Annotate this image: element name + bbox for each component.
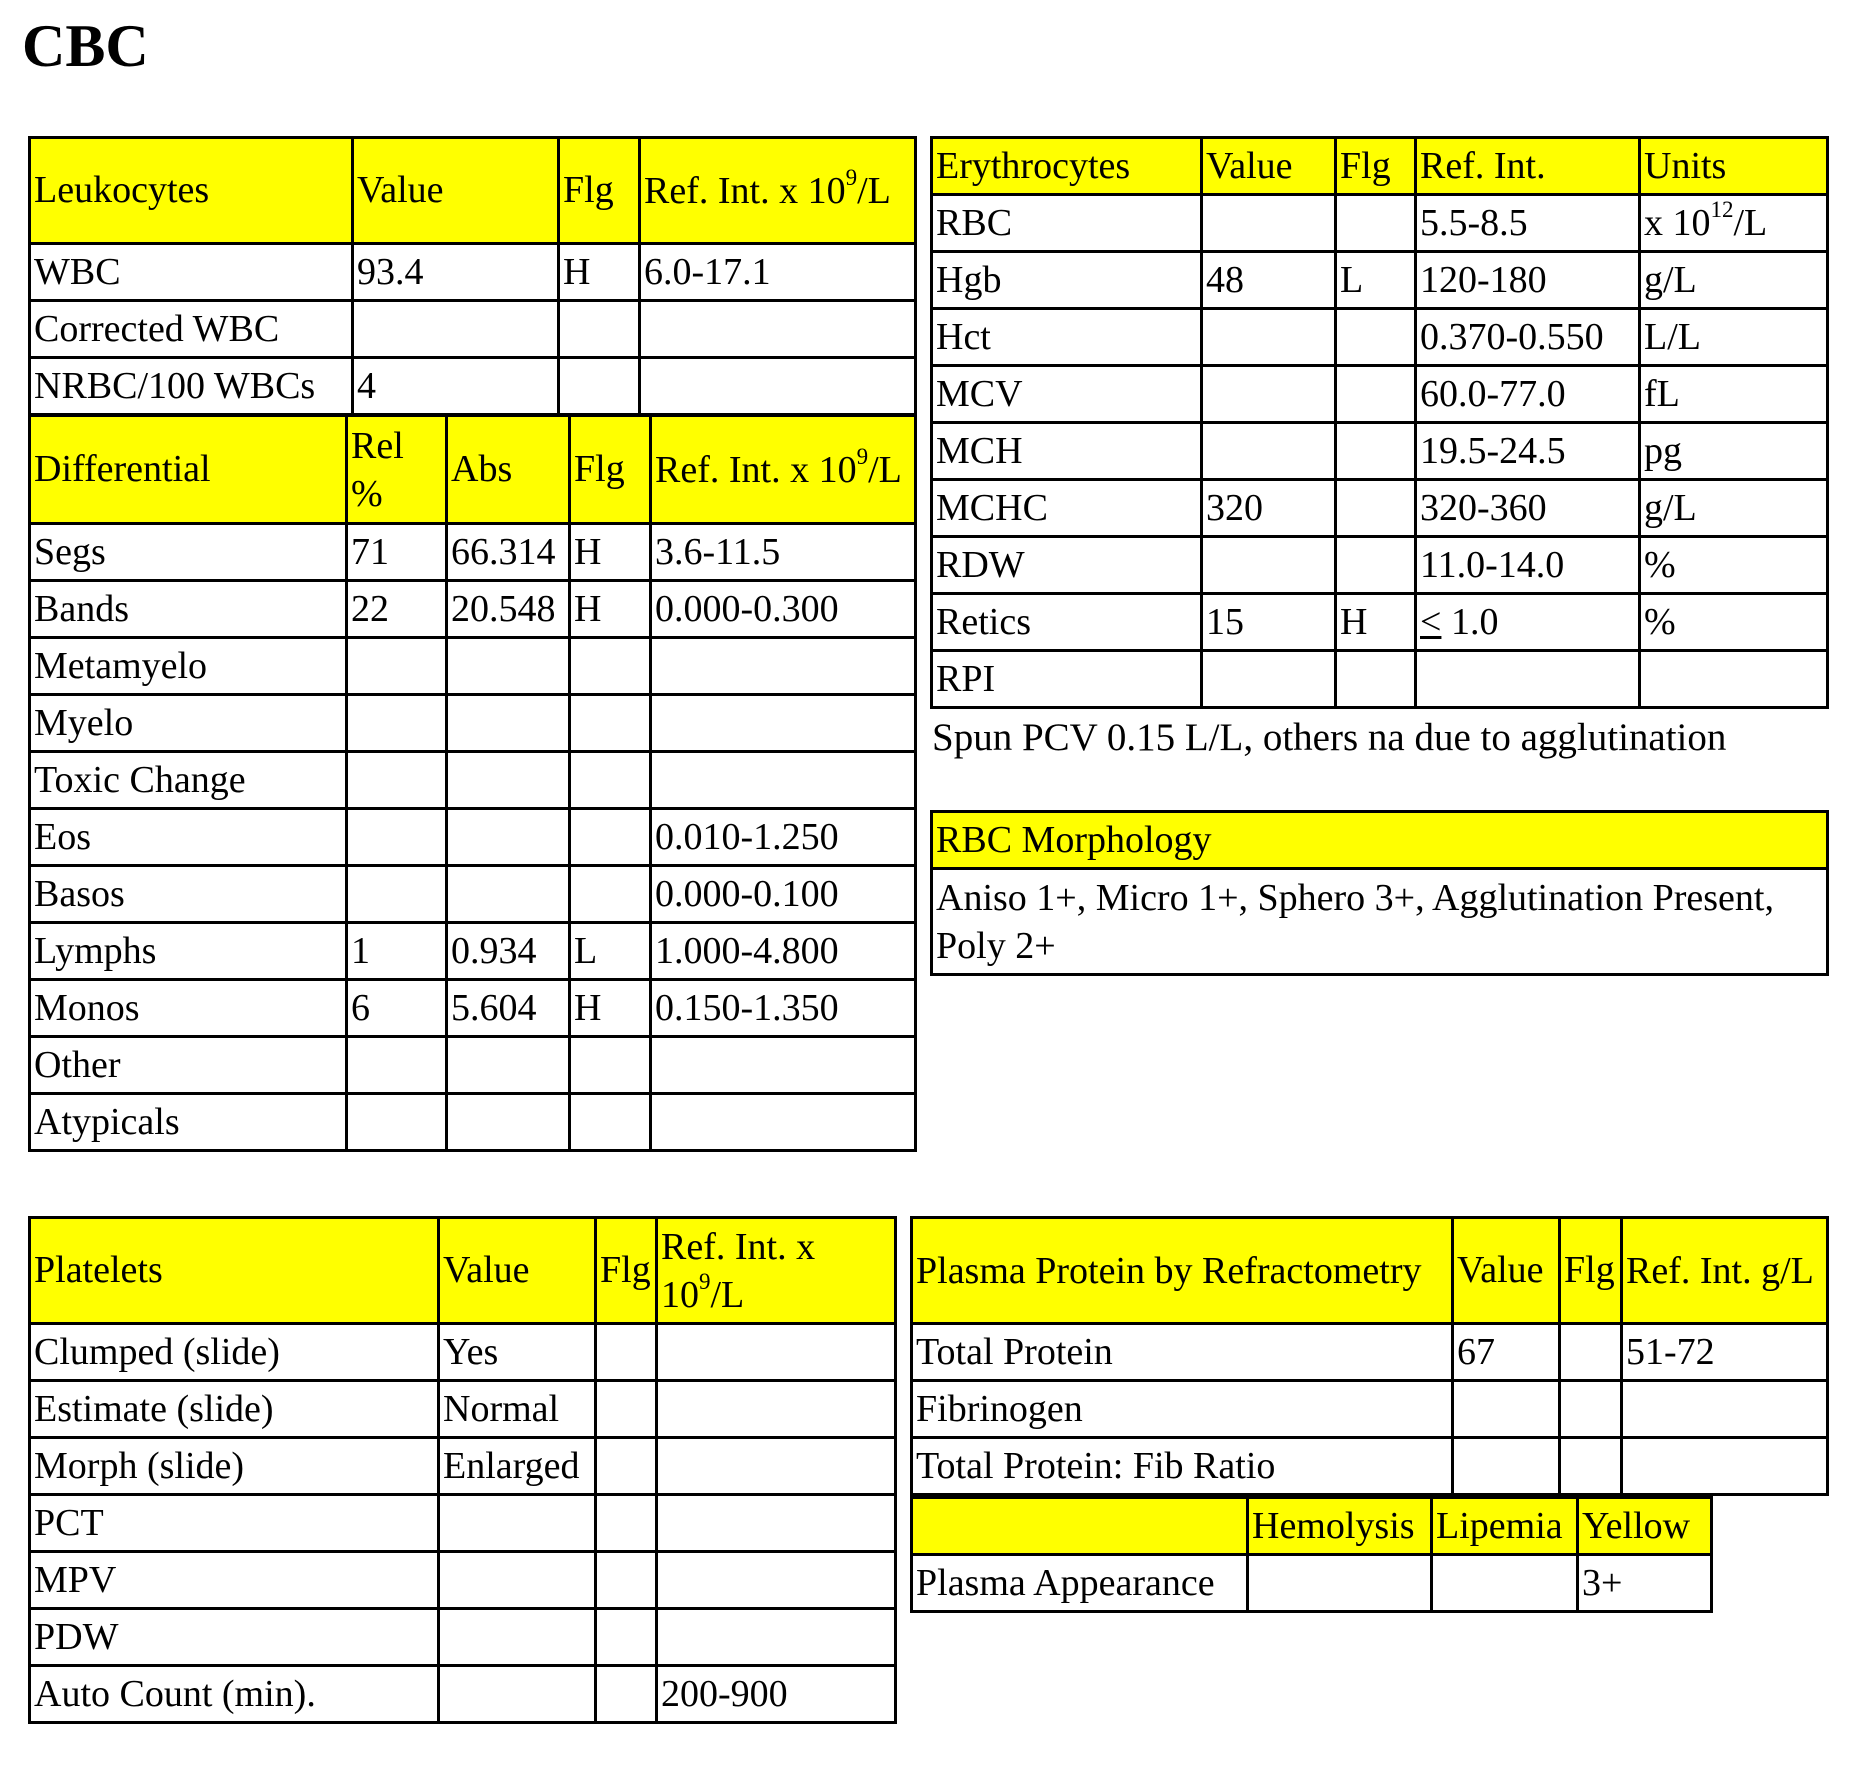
- row-flag: [1560, 1438, 1622, 1495]
- row-value: [1202, 195, 1336, 252]
- row-value: [1202, 537, 1336, 594]
- row-label: Bands: [30, 581, 347, 638]
- row-value: [439, 1666, 596, 1723]
- row-abs: [447, 866, 570, 923]
- row-value: [1453, 1438, 1560, 1495]
- row-value: [1202, 423, 1336, 480]
- row-abs: 20.548: [447, 581, 570, 638]
- table-row: [932, 195, 1828, 252]
- row-flag: [1560, 1381, 1622, 1438]
- row-units: L/L: [1640, 309, 1828, 366]
- erythrocytes-note: Spun PCV 0.15 L/L, others na due to agglutination: [932, 716, 1727, 759]
- row-flag: [596, 1381, 657, 1438]
- row-rel: [347, 866, 447, 923]
- empty-header: [912, 1498, 1248, 1555]
- row-flag: [1336, 423, 1416, 480]
- row-label: Myelo: [30, 695, 347, 752]
- ref-int-header: Ref. Int. x $10^9/L$: [657, 1218, 896, 1324]
- row-flag: [596, 1324, 657, 1381]
- row-label: RPI: [932, 651, 1202, 708]
- table-row: [30, 301, 916, 358]
- row-abs: [447, 1037, 570, 1094]
- row-label: MCHC: [932, 480, 1202, 537]
- table-row: [912, 1381, 1828, 1438]
- row-value: [353, 301, 559, 358]
- row-flag: [1336, 480, 1416, 537]
- row-value: 4: [353, 358, 559, 415]
- row-label: MCV: [932, 366, 1202, 423]
- row-flag: [596, 1438, 657, 1495]
- table-row: [932, 480, 1828, 537]
- row-label: Toxic Change: [30, 752, 347, 809]
- row-value: [439, 1552, 596, 1609]
- row-rel: 22: [347, 581, 447, 638]
- plasma-appearance-header-row: [912, 1498, 1712, 1555]
- row-ref: 1.000-4.800: [651, 923, 916, 980]
- row-units: %: [1640, 537, 1828, 594]
- row-value: Enlarged: [439, 1438, 596, 1495]
- row-label: Atypicals: [30, 1094, 347, 1151]
- row-label: WBC: [30, 244, 353, 301]
- row-label: Auto Count (min).: [30, 1666, 439, 1723]
- table-row: [30, 1381, 896, 1438]
- abs-header: Abs: [447, 416, 570, 524]
- row-units: pg: [1640, 423, 1828, 480]
- row-label: NRBC/100 WBCs: [30, 358, 353, 415]
- yellow-value: 3+: [1578, 1555, 1712, 1612]
- row-flag: H: [1336, 594, 1416, 651]
- row-value: 93.4: [353, 244, 559, 301]
- table-row: [30, 1324, 896, 1381]
- row-ref: 5.5-8.5: [1416, 195, 1640, 252]
- row-ref: [651, 695, 916, 752]
- row-units: fL: [1640, 366, 1828, 423]
- row-abs: 0.934: [447, 923, 570, 980]
- row-flag: [596, 1552, 657, 1609]
- table-row: [30, 980, 916, 1037]
- table-row: [932, 252, 1828, 309]
- row-ref: [657, 1381, 896, 1438]
- row-label: Basos: [30, 866, 347, 923]
- row-rel: 6: [347, 980, 447, 1037]
- table-row: [30, 1438, 896, 1495]
- row-flag: [1336, 651, 1416, 708]
- table-row: [912, 1324, 1828, 1381]
- yellow-header: Yellow: [1578, 1498, 1712, 1555]
- row-flag: [570, 866, 651, 923]
- erythrocytes-header: Erythrocytes: [932, 138, 1202, 195]
- hemolysis-header: Hemolysis: [1248, 1498, 1432, 1555]
- row-label: RDW: [932, 537, 1202, 594]
- units-header: Units: [1640, 138, 1828, 195]
- row-ref: [657, 1495, 896, 1552]
- row-abs: 66.314: [447, 524, 570, 581]
- table-row: [30, 1552, 896, 1609]
- row-label: Total Protein: Fib Ratio: [912, 1438, 1453, 1495]
- row-flag: [570, 752, 651, 809]
- row-flag: [596, 1609, 657, 1666]
- row-flag: [570, 809, 651, 866]
- row-ref: [1416, 651, 1640, 708]
- table-row: [30, 358, 916, 415]
- row-rel: [347, 752, 447, 809]
- row-abs: [447, 1094, 570, 1151]
- row-ref: 0.150-1.350: [651, 980, 916, 1037]
- row-abs: [447, 695, 570, 752]
- row-value: [1202, 651, 1336, 708]
- erythrocytes-table: [930, 136, 1829, 709]
- row-label: Lymphs: [30, 923, 347, 980]
- row-units: [1640, 651, 1828, 708]
- table-row: [30, 1037, 916, 1094]
- row-label: PCT: [30, 1495, 439, 1552]
- rel-percent-header: Rel %: [347, 416, 447, 524]
- row-flag: [570, 1037, 651, 1094]
- table-row: [30, 1666, 896, 1723]
- row-ref: 11.0-14.0: [1416, 537, 1640, 594]
- plasma-protein-header-row: [912, 1218, 1828, 1324]
- differential-table: [28, 414, 917, 1152]
- row-flag: H: [570, 581, 651, 638]
- lipemia-header: Lipemia: [1432, 1498, 1578, 1555]
- value-header: Value: [1453, 1218, 1560, 1324]
- table-row: [932, 869, 1828, 975]
- row-ref: 200-900: [657, 1666, 896, 1723]
- hemolysis-value: [1248, 1555, 1432, 1612]
- row-label: Other: [30, 1037, 347, 1094]
- row-ref: 60.0-77.0: [1416, 366, 1640, 423]
- row-ref: 0.010-1.250: [651, 809, 916, 866]
- table-row: [30, 524, 916, 581]
- value-header: Value: [1202, 138, 1336, 195]
- row-label: Retics: [932, 594, 1202, 651]
- row-ref: [1622, 1438, 1828, 1495]
- row-flag: L: [1336, 252, 1416, 309]
- differential-header: Differential: [30, 416, 347, 524]
- row-value: 15: [1202, 594, 1336, 651]
- row-flag: [559, 358, 640, 415]
- row-units: g/L: [1640, 480, 1828, 537]
- row-flag: [596, 1495, 657, 1552]
- row-ref: 19.5-24.5: [1416, 423, 1640, 480]
- row-label: Corrected WBC: [30, 301, 353, 358]
- row-flag: [1336, 366, 1416, 423]
- row-flag: [1560, 1324, 1622, 1381]
- row-ref: [651, 1094, 916, 1151]
- row-value: [439, 1609, 596, 1666]
- row-ref: [657, 1438, 896, 1495]
- page-title: CBC: [22, 13, 149, 79]
- table-row: [30, 244, 916, 301]
- row-value: 67: [1453, 1324, 1560, 1381]
- table-row: [912, 1438, 1828, 1495]
- row-label: Monos: [30, 980, 347, 1037]
- ref-int-header: Ref. Int. x $10^9/L$: [651, 416, 916, 524]
- table-row: [30, 581, 916, 638]
- row-flag: [559, 301, 640, 358]
- rbc-morphology-text: Aniso 1+, Micro 1+, Sphero 3+, Agglutination Present, Poly 2+: [932, 869, 1828, 975]
- row-ref: 320-360: [1416, 480, 1640, 537]
- row-ref: [640, 301, 916, 358]
- row-units: x $10^{12}/L$: [1640, 195, 1828, 252]
- lipemia-value: [1432, 1555, 1578, 1612]
- row-ref: [651, 1037, 916, 1094]
- row-label: Fibrinogen: [912, 1381, 1453, 1438]
- row-label: Metamyelo: [30, 638, 347, 695]
- table-row: [932, 309, 1828, 366]
- ref-int-header: Ref. Int.: [1416, 138, 1640, 195]
- row-rel: [347, 638, 447, 695]
- row-rel: [347, 1037, 447, 1094]
- row-flag: [596, 1666, 657, 1723]
- row-label: MPV: [30, 1552, 439, 1609]
- row-label: Clumped (slide): [30, 1324, 439, 1381]
- flag-header: Flg: [1560, 1218, 1622, 1324]
- row-units: g/L: [1640, 252, 1828, 309]
- row-ref: [657, 1609, 896, 1666]
- row-label: Morph (slide): [30, 1438, 439, 1495]
- row-label: Estimate (slide): [30, 1381, 439, 1438]
- row-abs: [447, 809, 570, 866]
- flag-header: Flg: [596, 1218, 657, 1324]
- row-rel: 71: [347, 524, 447, 581]
- platelets-header-row: [30, 1218, 896, 1324]
- row-ref: [657, 1552, 896, 1609]
- row-label: PDW: [30, 1609, 439, 1666]
- row-ref: [1622, 1381, 1828, 1438]
- row-ref: [640, 358, 916, 415]
- table-row: [30, 752, 916, 809]
- row-ref: 120-180: [1416, 252, 1640, 309]
- flag-header: Flg: [1336, 138, 1416, 195]
- row-flag: [570, 695, 651, 752]
- row-value: [1453, 1381, 1560, 1438]
- plasma-appearance-table: [910, 1496, 1713, 1613]
- row-label: Hgb: [932, 252, 1202, 309]
- row-flag: [570, 638, 651, 695]
- row-label: RBC: [932, 195, 1202, 252]
- row-label: Total Protein: [912, 1324, 1453, 1381]
- row-rel: [347, 1094, 447, 1151]
- row-label: Plasma Appearance: [912, 1555, 1248, 1612]
- row-ref: < 1.0: [1416, 594, 1640, 651]
- table-row: [30, 923, 916, 980]
- row-flag: H: [570, 980, 651, 1037]
- leukocytes-table: [28, 136, 917, 416]
- plasma-protein-table: [910, 1216, 1829, 1496]
- row-value: [439, 1495, 596, 1552]
- value-header: Value: [439, 1218, 596, 1324]
- table-row: [932, 366, 1828, 423]
- table-row: [30, 638, 916, 695]
- row-flag: [1336, 309, 1416, 366]
- row-value: Yes: [439, 1324, 596, 1381]
- table-row: [30, 809, 916, 866]
- row-label: Hct: [932, 309, 1202, 366]
- differential-header-row: [30, 416, 916, 524]
- table-row: [30, 1495, 896, 1552]
- table-row: [932, 594, 1828, 651]
- ref-int-header: Ref. Int. g/L: [1622, 1218, 1828, 1324]
- row-ref: 51-72: [1622, 1324, 1828, 1381]
- table-row: [30, 695, 916, 752]
- row-units: %: [1640, 594, 1828, 651]
- row-value: 48: [1202, 252, 1336, 309]
- table-row: [932, 651, 1828, 708]
- table-row: [912, 1555, 1712, 1612]
- table-row: [932, 537, 1828, 594]
- row-rel: [347, 809, 447, 866]
- row-label: Segs: [30, 524, 347, 581]
- row-ref: 3.6-11.5: [651, 524, 916, 581]
- row-ref: 0.000-0.300: [651, 581, 916, 638]
- row-flag: [1336, 537, 1416, 594]
- row-abs: [447, 752, 570, 809]
- row-flag: [570, 1094, 651, 1151]
- row-label: MCH: [932, 423, 1202, 480]
- row-value: 320: [1202, 480, 1336, 537]
- row-flag: H: [559, 244, 640, 301]
- flag-header: Flg: [570, 416, 651, 524]
- row-ref: 0.000-0.100: [651, 866, 916, 923]
- table-row: [30, 1094, 916, 1151]
- row-ref: [651, 638, 916, 695]
- row-flag: [1336, 195, 1416, 252]
- rbc-morphology-table: [930, 810, 1829, 976]
- row-flag: L: [570, 923, 651, 980]
- row-ref: [651, 752, 916, 809]
- erythrocytes-header-row: [932, 138, 1828, 195]
- leukocytes-header-row: [30, 138, 916, 244]
- rbc-morphology-header-row: [932, 812, 1828, 869]
- ref-int-header: Ref. Int. x $10^9/L$: [640, 138, 916, 244]
- row-rel: [347, 695, 447, 752]
- platelets-header: Platelets: [30, 1218, 439, 1324]
- row-ref: 6.0-17.1: [640, 244, 916, 301]
- platelets-table: [28, 1216, 897, 1724]
- row-value: [1202, 366, 1336, 423]
- row-ref: 0.370-0.550: [1416, 309, 1640, 366]
- table-row: [30, 866, 916, 923]
- row-flag: H: [570, 524, 651, 581]
- rbc-morphology-header: RBC Morphology: [932, 812, 1828, 869]
- flag-header: Flg: [559, 138, 640, 244]
- row-abs: 5.604: [447, 980, 570, 1037]
- row-ref: [657, 1324, 896, 1381]
- row-value: Normal: [439, 1381, 596, 1438]
- value-header: Value: [353, 138, 559, 244]
- row-label: Eos: [30, 809, 347, 866]
- plasma-protein-header: Plasma Protein by Refractometry: [912, 1218, 1453, 1324]
- leukocytes-header: Leukocytes: [30, 138, 353, 244]
- table-row: [932, 423, 1828, 480]
- row-abs: [447, 638, 570, 695]
- row-value: [1202, 309, 1336, 366]
- row-rel: 1: [347, 923, 447, 980]
- table-row: [30, 1609, 896, 1666]
